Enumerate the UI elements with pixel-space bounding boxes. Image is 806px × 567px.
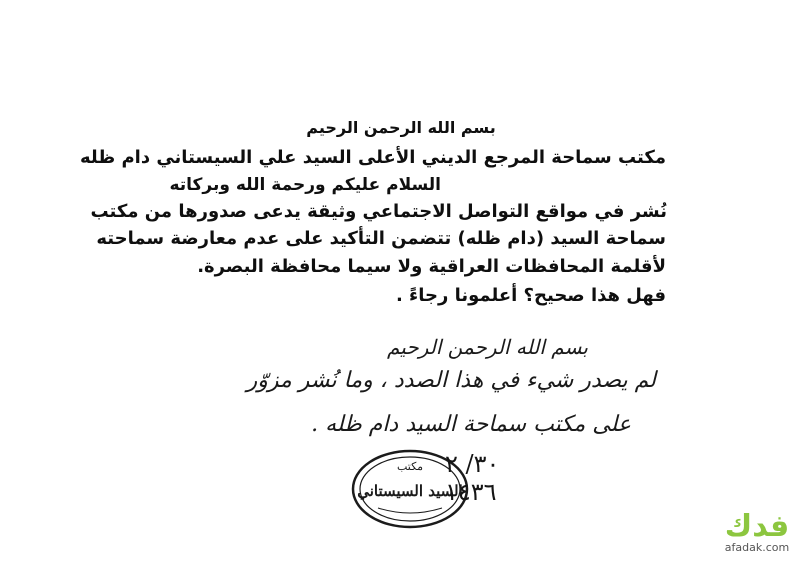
letter-body-line-3: لأقلمة المحافظات العراقية ولا سيما محافظة البصرة. — [197, 256, 666, 277]
seal-middle-text: السيد السيستاني — [357, 482, 463, 500]
reply-line-2: على مكتب سماحة السيد دام ظله . — [311, 412, 631, 437]
letter-body-line-1: نُشر في مواقع التواصل الاجتماعي وثيقة يدعى صدورها من مكتب — [90, 201, 667, 222]
letter-body-line-2: سماحة السيد (دام ظله) تتضمن التأكيد على عدم معارضة سماحته — [96, 228, 666, 249]
watermark-logo — [712, 509, 802, 562]
logo-mark: فدك — [724, 509, 790, 544]
reply-basmala: بسم الله الرحمن الرحيم — [386, 335, 588, 359]
date-line-2: ١٤٣٦ — [445, 478, 497, 506]
letter-basmala: بسم الله الرحمن الرحيم — [306, 118, 496, 137]
letter-greeting: السلام عليكم ورحمة الله وبركاته — [169, 175, 441, 195]
date-line-1: ٣٠/ ٢ — [445, 450, 500, 478]
seal-top-text: مكتب — [396, 460, 424, 473]
reply-line-1: لم يصدر شيء في هذا الصدد ، وما نُشر مزوّر — [246, 368, 656, 393]
letter-question: فهل هذا صحيح؟ أعلمونا رجاءً . — [395, 285, 666, 306]
date-stamp — [445, 450, 535, 506]
logo-site-url: afadak.com — [724, 541, 790, 554]
letter-addressee: مكتب سماحة المرجع الديني الأعلى السيد علي السيستاني دام ظله — [79, 147, 666, 168]
